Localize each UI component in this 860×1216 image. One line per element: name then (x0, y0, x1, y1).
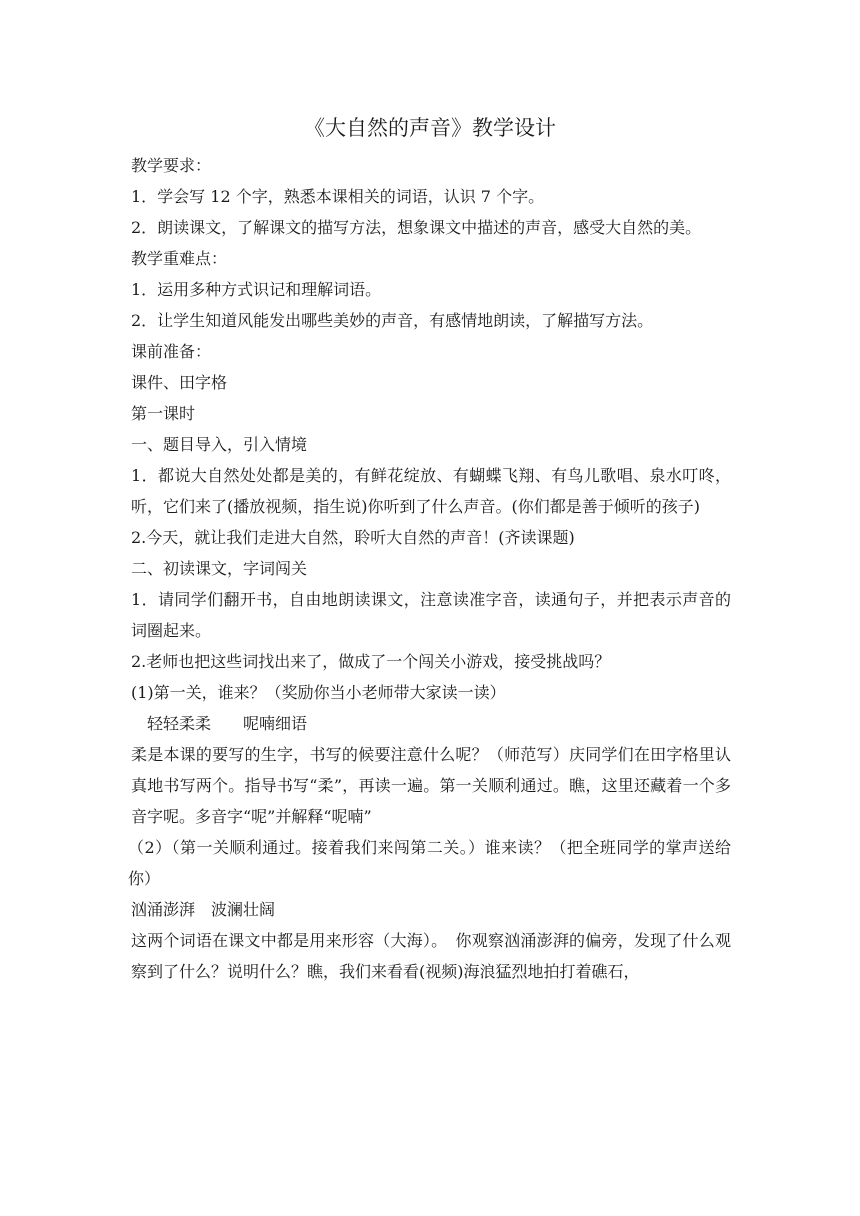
section-heading-preparation: 课前准备： (131, 342, 212, 361)
section-heading-key-points: 教学重难点： (131, 249, 228, 268)
lesson-heading: 第一课时 (131, 404, 196, 423)
body-paragraph: （2）（第一关顺利通过。接着我们来闯第二关。）谁来读？（把全班同学的掌声送给你） (128, 838, 731, 888)
body-paragraph: 2.今天，就让我们走进大自然，聆听大自然的声音！(齐读课题) (131, 528, 575, 547)
document-body (128, 150, 731, 987)
part-heading-2: 二、初读课文，字词闯关 (131, 559, 308, 578)
document-title: 《大自然的声音》教学设计 (304, 116, 556, 140)
key-point-item-1: 1．运用多种方式识记和理解词语。 (131, 280, 382, 299)
body-paragraph: 1．请同学们翻开书，自由地朗读课文，注意读准字音，读通句子，并把表示声音的词圈起来。 (131, 590, 731, 640)
preparation-text: 课件、田字格 (131, 373, 228, 392)
vocabulary-line-1: 轻轻柔柔 呢喃细语 (147, 714, 308, 733)
part-heading-1: 一、题目导入，引入情境 (131, 435, 308, 454)
body-paragraph: 2.老师也把这些词找出来了，做成了一个闯关小游戏，接受挑战吗？ (131, 652, 611, 671)
requirement-item-2: 2．朗读课文，了解课文的描写方法，想象课文中描述的声音，感受大自然的美。 (131, 218, 702, 237)
body-paragraph: 这两个词语在课文中都是用来形容（大海）。 你观察汹涌澎湃的偏旁，发现了什么观察到了什么？说明什么？瞧，我们来看看(视频)海浪猛烈地拍打着礁石， (131, 931, 731, 981)
body-paragraph: 柔是本课的要写的生字，书写的候要注意什么呢？（师范写）庆同学们在田字格里认真地书写两个。指导书写“柔”，再读一遍。第一关顺利通过。瞧，这里还藏着一个多音字呢。多音字“呢”并解释“呢喃” (131, 745, 731, 826)
key-point-item-2: 2．让学生知道风能发出哪些美妙的声音，有感情地朗读，了解描写方法。 (131, 311, 654, 330)
body-paragraph: 1．都说大自然处处都是美的，有鲜花绽放、有蝴蝶飞翔、有鸟儿歌唱、泉水叮咚，听，它们来了(播放视频，指生说)你听到了什么声音。(你们都是善于倾听的孩子) (131, 466, 731, 516)
requirement-item-1: 1．学会写 12 个字，熟悉本课相关的词语，认识 7 个字。 (131, 187, 545, 206)
vocabulary-line-2: 汹涌澎湃 波澜壮阔 (131, 900, 276, 919)
section-heading-requirements: 教学要求： (131, 156, 212, 175)
body-paragraph: (1)第一关，谁来？（奖励你当小老师带大家读一读） (131, 683, 506, 702)
